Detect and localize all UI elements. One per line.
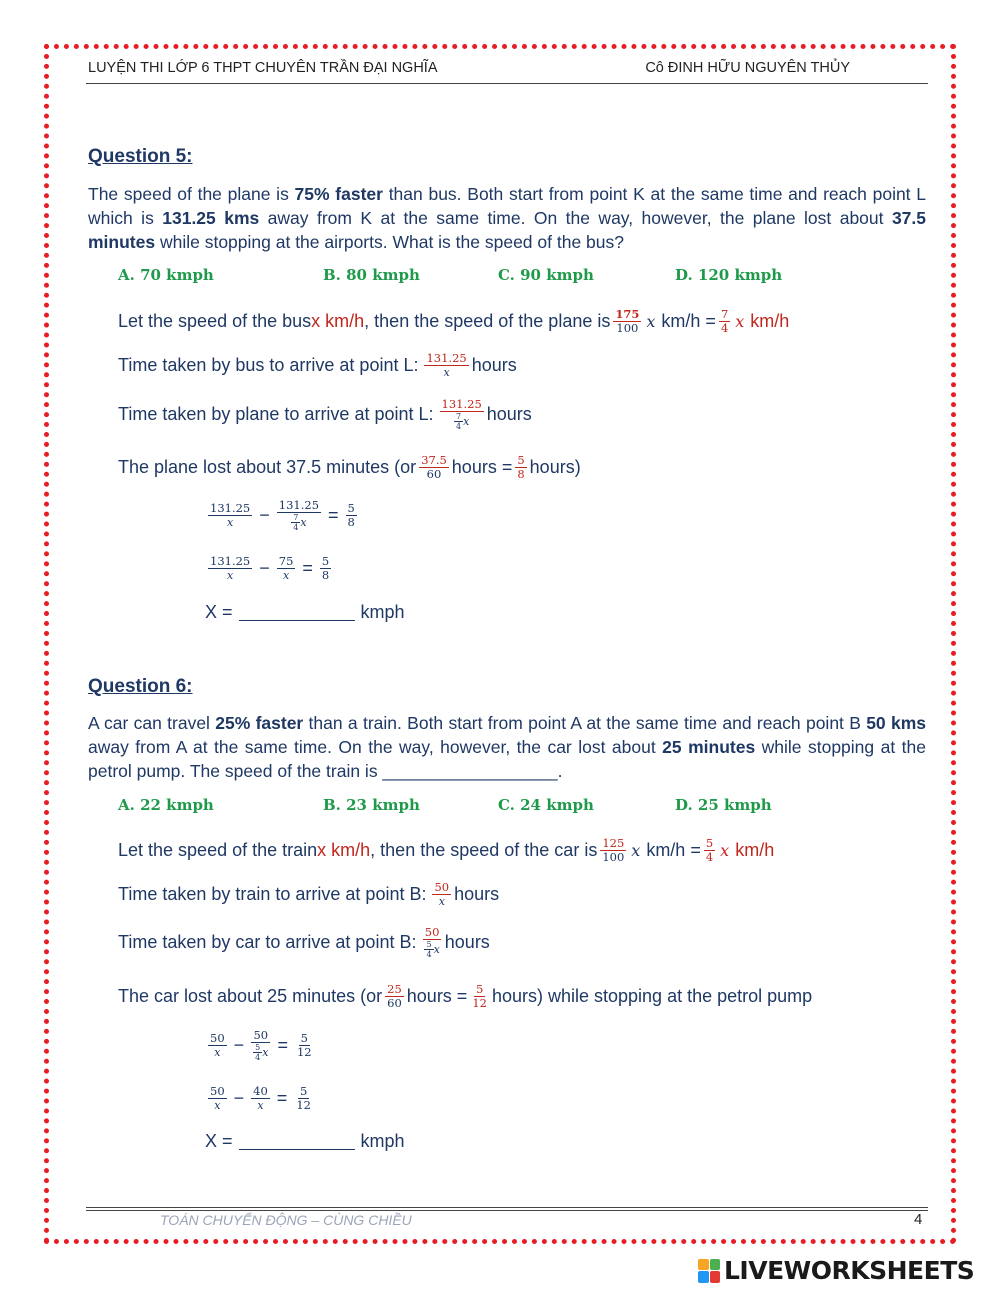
q5-answer-blank[interactable] — [239, 604, 355, 621]
q6-equation-2: $\frac{50}{x}$ − $\frac{40}{x}$ = $\frac{5}{12}$ — [210, 1084, 311, 1112]
q6-step-2: Time taken by train to arrive at point B: $\frac{50}{x}$ hours — [118, 880, 500, 908]
page-number: 4 — [914, 1211, 923, 1228]
q5-text: The speed of the plane is 75% faster than bus. Both start from point K at the same time and reach point L which is 131.25 kms away from K at the same time. On the way, however, the plane lost about 37.5 minutes while stopping at the airports. What is the speed of the bus? — [88, 184, 927, 252]
liveworksheets-logo — [698, 1256, 974, 1285]
q5-answer-line: X = kmph — [205, 602, 405, 622]
q5-equation-2: $\frac{131.25}{x}$ − $\frac{75}{x}$ = $\frac{5}{8}$ — [210, 554, 330, 582]
q5-options — [118, 266, 878, 288]
q6-equation-1: $\frac{50}{x}$ − 50 $\frac{5}{4}$ x = $\frac{5}{12}$ — [210, 1028, 312, 1062]
q6-options — [118, 796, 878, 818]
header-left: LUYỆN THI LỚP 6 THPT CHUYÊN TRẦN ĐẠI NGHĨA — [88, 60, 438, 76]
footer-rule-1 — [86, 1207, 928, 1208]
q5-option-c: C. 90 kmph — [498, 266, 594, 284]
q6-answer-line: X = kmph — [205, 1131, 405, 1151]
q5-step-2: Time taken by bus to arrive at point L: $\frac{131.25}{x}$ hours — [118, 351, 517, 379]
q6-step-4: The car lost about 25 minutes (or $\frac{25}{60}$ hours = $\frac{5}{12}$ hours) while stopping at the petrol pump — [118, 982, 813, 1010]
header-rule — [86, 83, 928, 84]
q6-text: A car can travel 25% faster than a train. Both start from point A at the same time and reach point B 50 kms away from A at the same time. On the way, however, the car lost about 25 minutes while stopping at the petrol pump. The speed of the train is __________________. — [88, 713, 926, 781]
footer-rule-2 — [86, 1210, 928, 1211]
q5-step-4: The plane lost about 37.5 minutes (or $\frac{37.5}{60}$ hours = $\frac{5}{8}$ hours) — [118, 453, 581, 481]
q5-option-d: D. 120 kmph — [675, 266, 783, 284]
q5-equation-1: $\frac{131.25}{x}$ − 131.25 $\frac{7}{4}$ x = $\frac{5}{8}$ — [210, 498, 355, 532]
q6-option-b: B. 23 kmph — [323, 796, 420, 814]
brand-text: LIVEWORKSHEETS — [724, 1256, 975, 1285]
q6-title: Question 6: — [88, 676, 193, 697]
q5-option-a: A. 70 kmph — [118, 266, 214, 284]
q6-step-3: Time taken by car to arrive at point B: 50 $\frac{5}{4}$ x hours — [118, 925, 490, 959]
q5-step-1: Let the speed of the bus x km/h , then the speed of the plane is $\frac{175}{100}$ x km/h = $\frac{7}{4}$ x km/h — [118, 307, 790, 335]
q6-step-1: Let the speed of the train x km/h , then the speed of the car is $\frac{125}{100}$ x km/h = $\frac{5}{4}$ x km/h — [118, 836, 775, 864]
q5-title: Question 5: — [88, 146, 193, 167]
q6-option-d: D. 25 kmph — [675, 796, 772, 814]
liveworksheets-mark-icon — [698, 1259, 720, 1283]
footer-text: TOÁN CHUYỂN ĐỘNG – CÙNG CHIỀU — [160, 1212, 412, 1228]
q6-answer-blank[interactable] — [239, 1133, 355, 1150]
q5-option-b: B. 80 kmph — [323, 266, 420, 284]
q6-option-c: C. 24 kmph — [498, 796, 594, 814]
q6-option-a: A. 22 kmph — [118, 796, 214, 814]
q5-step-3: Time taken by plane to arrive at point L: 131.25 $\frac{7}{4}$ x hours — [118, 397, 532, 431]
header-right: Cô ĐINH HỮU NGUYÊN THỦY — [645, 60, 850, 76]
